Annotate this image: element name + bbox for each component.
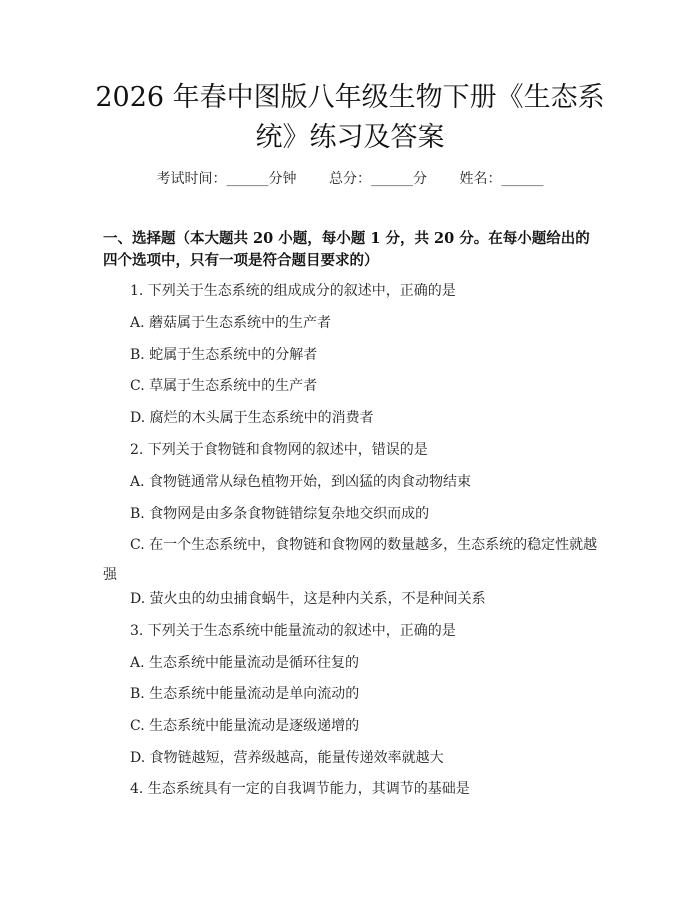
question-2-option-c: C. 在一个生态系统中，食物链和食物网的数量越多，生态系统的稳定性就越强 — [103, 537, 598, 583]
question-2-stem: 2. 下列关于食物链和食物网的叙述中，错误的是 — [130, 442, 428, 458]
document-title — [60, 78, 640, 158]
question-3-stem: 3. 下列关于生态系统中能量流动的叙述中，正确的是 — [130, 623, 456, 639]
section-heading: 一、选择题（本大题共 20 小题，每小题 1 分，共 20 分。在每小题给出的四个选项中，只有一项是符合题目要求的） — [103, 230, 590, 269]
question-3-option-b: B. 生态系统中能量流动是单向流动的 — [130, 686, 360, 702]
question-3-option-a: A. 生态系统中能量流动是循环往复的 — [130, 655, 360, 671]
question-2-option-d: D. 萤火虫的幼虫捕食蜗牛，这是种内关系，不是种间关系 — [130, 591, 486, 607]
exam-info — [0, 168, 700, 188]
title-line-1: 2026 年春中图版八年级生物下册《生态系 — [95, 82, 605, 113]
question-1-option-a: A. 蘑菇属于生态系统中的生产者 — [130, 315, 332, 331]
question-4-stem: 4. 生态系统具有一定的自我调节能力，其调节的基础是 — [130, 781, 470, 797]
question-1-option-d: D. 腐烂的木头属于生态系统中的消费者 — [130, 410, 374, 426]
student-name-field: 姓名：______ — [459, 171, 544, 187]
question-1-option-b: B. 蛇属于生态系统中的分解者 — [130, 347, 318, 363]
total-score-field: 总分：______分 — [329, 171, 427, 187]
question-3-option-c: C. 生态系统中能量流动是逐级递增的 — [130, 718, 360, 734]
exam-time-field: 考试时间：______分钟 — [156, 171, 297, 187]
title-line-2: 统》练习及答案 — [255, 122, 445, 153]
question-2-option-a: A. 食物链通常从绿色植物开始，到凶猛的肉食动物结束 — [130, 474, 472, 490]
question-3-option-d: D. 食物链越短，营养级越高，能量传递效率就越大 — [130, 750, 444, 766]
question-2-option-b: B. 食物网是由多条食物链错综复杂地交织而成的 — [130, 506, 430, 522]
question-1-stem: 1. 下列关于生态系统的组成成分的叙述中，正确的是 — [130, 283, 456, 299]
question-1-option-c: C. 草属于生态系统中的生产者 — [130, 378, 318, 394]
